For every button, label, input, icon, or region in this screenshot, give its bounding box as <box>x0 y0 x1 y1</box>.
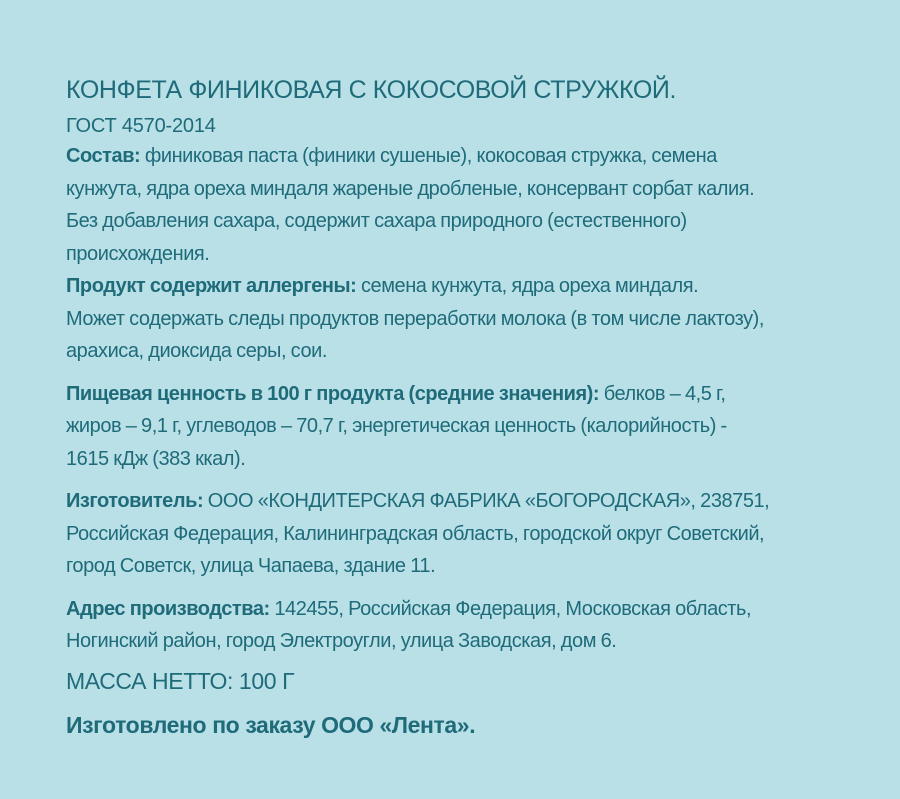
composition-line-3: Без добавления сахара, содержит сахара природного (естественного) <box>66 210 687 232</box>
composition-section <box>66 140 856 270</box>
gost-standard: ГОСТ 4570-2014 <box>66 115 216 137</box>
allergens-line-2: Может содержать следы продуктов переработки молока (в том числе лактозу), <box>66 307 764 330</box>
allergens-section <box>66 270 856 368</box>
net-weight: МАССА НЕТТО: 100 Г <box>66 667 295 694</box>
label-content <box>66 74 856 740</box>
production-address-label: Адрес производства: <box>66 597 270 620</box>
production-address-section <box>66 593 856 658</box>
production-address-line-2: Ногинский район, город Электроугли, улица Заводская, дом 6. <box>66 630 617 652</box>
nutrition-line-3: 1615 кДж (383 ккал). <box>66 447 246 470</box>
allergens-line-3: арахиса, диоксида серы, сои. <box>66 340 327 362</box>
manufacturer-line-3: город Советск, улица Чапаева, здание 11. <box>66 555 436 577</box>
production-address-line-1: 142455, Российская Федерация, Московская область, <box>269 597 752 620</box>
nutrition-line-2: жиров – 9,1 г, углеводов – 70,7 г, энергетическая ценность (калорийность) - <box>66 415 727 437</box>
manufacturer-label: Изготовитель: <box>66 490 204 512</box>
composition-line-4: происхождения. <box>66 242 210 265</box>
composition-label: Состав: <box>66 145 141 167</box>
nutrition-section <box>66 378 856 476</box>
manufacturer-line-1: ООО «КОНДИТЕРСКАЯ ФАБРИКА «БОГОРОДСКАЯ», 238751, <box>203 490 770 512</box>
composition-line-2: кунжута, ядра ореха миндаля жареные дробленые, консервант сорбат калия. <box>66 177 755 200</box>
allergens-line-1: семена кунжута, ядра ореха миндаля. <box>356 275 699 297</box>
manufacturer-line-2: Российская Федерация, Калининградская область, городской округ Советский, <box>66 522 765 545</box>
nutrition-line-1: белков – 4,5 г, <box>599 382 726 405</box>
composition-line-1: финиковая паста (финики сушеные), кокосовая стружка, семена <box>140 145 717 167</box>
made-for-statement: Изготовлено по заказу ООО «Лента». <box>66 711 476 738</box>
nutrition-label: Пищевая ценность в 100 г продукта (средние значения): <box>66 382 600 405</box>
allergens-label: Продукт содержит аллергены: <box>66 275 357 297</box>
product-title: КОНФЕТА ФИНИКОВАЯ С КОКОСОВОЙ СТРУЖКОЙ. <box>66 76 677 104</box>
manufacturer-section <box>66 485 856 583</box>
